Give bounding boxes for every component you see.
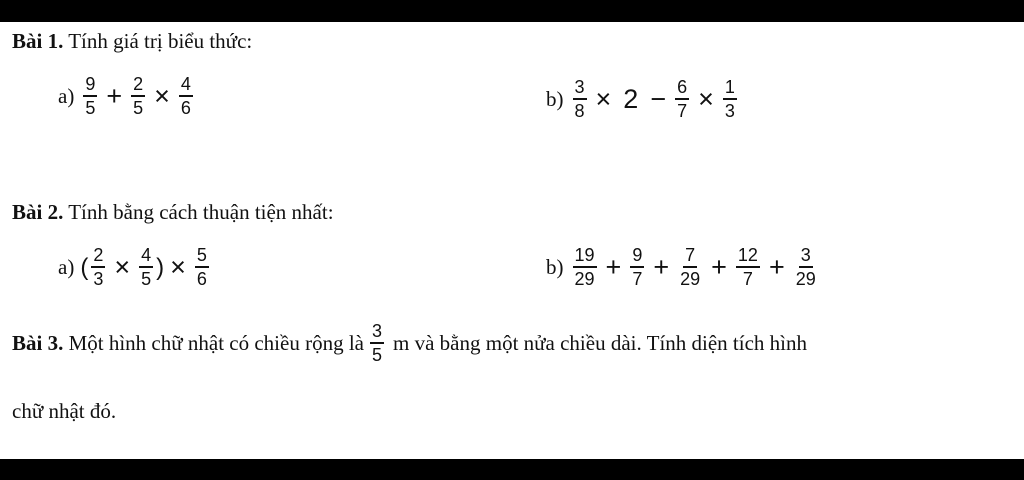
fraction: $\frac{3}{29}$ [795,245,816,289]
operator: + [768,252,785,282]
exercise-3-text: Một hình chữ nhật có chiều rộng là [63,331,364,355]
exercise-2-instruction: Tính bằng cách thuận tiện nhất: [63,200,334,224]
fraction: $\frac{12}{7}$ [737,245,758,289]
fraction: $\frac{7}{29}$ [680,245,701,289]
operator: + [653,252,670,282]
operator: − [650,84,667,114]
exercise-1-instruction: Tính giá trị biểu thức: [63,29,253,53]
operator: + [106,81,123,111]
operator: + [711,252,727,282]
fraction: $\frac{2}{3}$ [93,245,104,289]
exercise-2a [58,246,212,289]
number: 2 [623,84,639,114]
exercise-3-title [12,331,364,356]
item-label: a) [58,255,75,279]
fraction: $\frac{9}{7}$ [632,245,643,289]
exercise-1-number: Bài 1. [12,29,64,53]
fraction: $\frac{6}{7}$ [677,77,688,121]
operator: × [595,84,612,114]
item-label: a) [58,84,75,108]
fraction: $\frac{5}{6}$ [196,245,207,289]
exercise-2b [546,246,821,289]
exercise-3-number: Bài 3. [12,331,64,355]
fraction: $\frac{4}{6}$ [180,74,191,118]
fraction: $\frac{9}{5}$ [85,74,96,118]
fraction: $\frac{3}{8}$ [574,77,585,121]
exercise-1-title [12,29,252,54]
fraction: $\frac{19}{29}$ [574,245,595,289]
exercise-2-title [12,200,334,225]
exercise-1b [546,78,740,121]
paren: ( [80,253,89,281]
item-label: b) [546,87,564,111]
exercise-3-line-2: chữ nhật đó. [12,399,117,423]
fraction: $\frac{3}{5}$ [372,321,383,365]
operator: × [170,252,186,282]
exercise-3-text-cont: m và bằng một nửa chiều dài. Tính diện tích hình [393,331,808,355]
operator: + [605,252,622,282]
exercise-1a [58,75,196,118]
worksheet [0,22,1024,459]
exercise-2-number: Bài 2. [12,200,64,224]
fraction: $\frac{2}{5}$ [133,74,144,118]
item-label: b) [546,255,564,279]
exercise-3-line-1 [12,322,813,365]
fraction: $\frac{4}{5}$ [141,245,152,289]
operator: × [698,84,714,114]
paren: ) [156,253,165,281]
operator: × [114,252,131,282]
operator: × [154,81,170,111]
fraction: $\frac{1}{3}$ [724,77,735,121]
